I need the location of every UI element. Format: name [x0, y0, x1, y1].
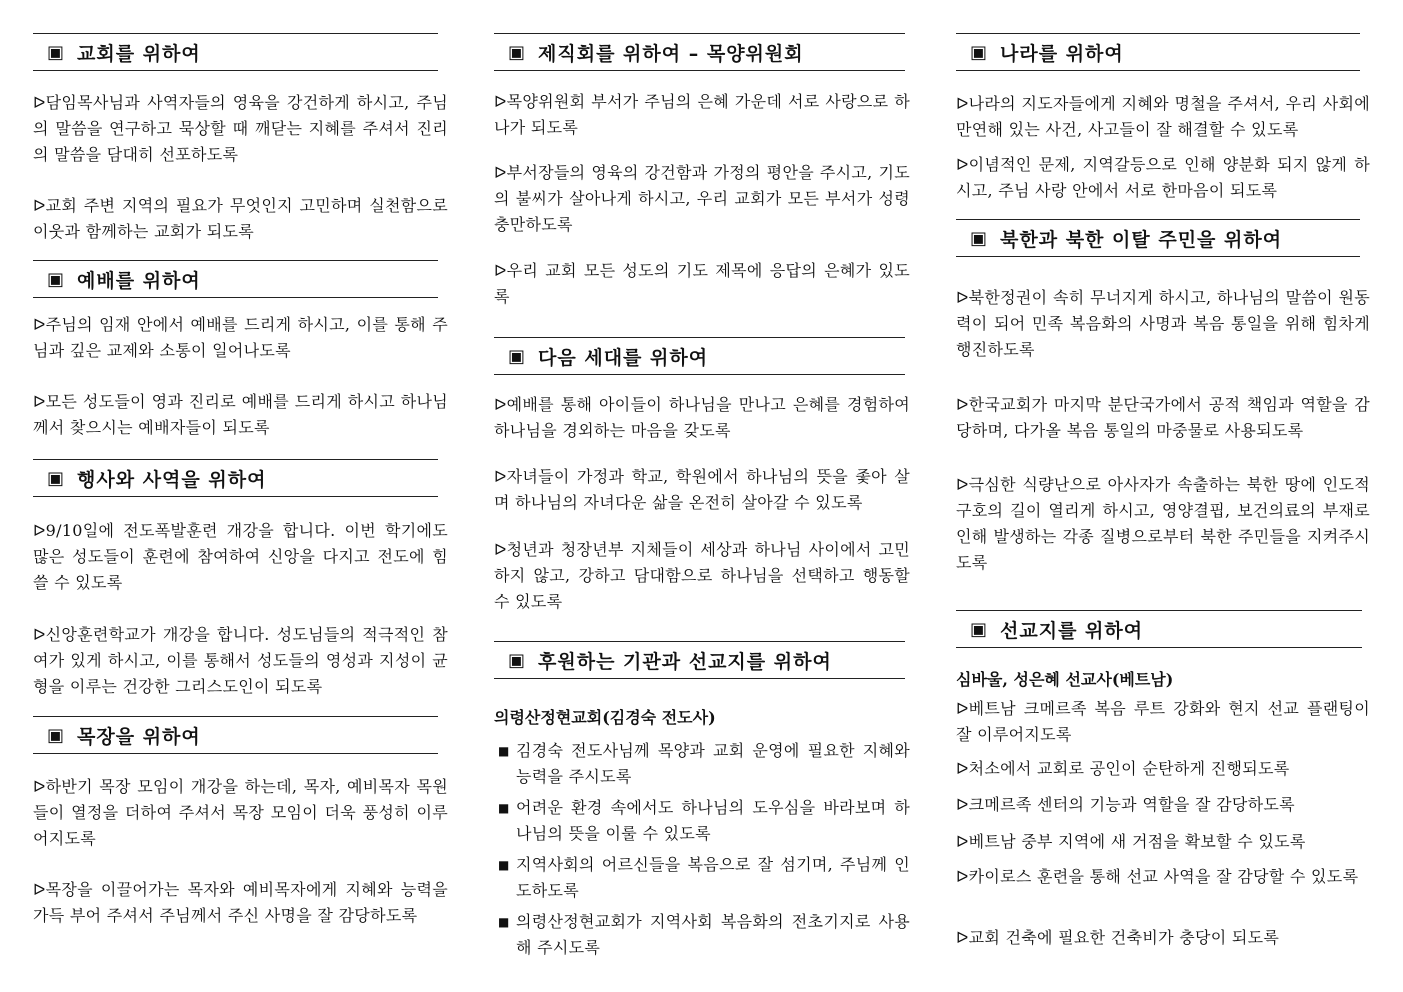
heading-text: 후원하는 기관과 선교지를 위하여: [538, 650, 832, 673]
section-elders: [494, 33, 905, 71]
prayer-item: ᐅ예배를 통해 아이들이 하나님을 만나고 은혜를 경험하여 하나님을 경외하는 마음을 갖도록: [494, 395, 910, 440]
list-item: [494, 909, 910, 961]
prayer-item: ᐅ담임목사님과 사역자들의 영육을 강건하게 하시고, 주님의 말씀을 연구하고 묵상할 때 깨닫는 지혜를 주셔서 진리의 말씀을 담대히 선포하도록: [33, 93, 448, 164]
heading-text: 북한과 북한 이탈 주민을 위하여: [1000, 228, 1283, 251]
section-north-korea: [956, 219, 1360, 257]
list-item-text: 김경숙 전도사님께 목양과 교회 운영에 필요한 지혜와 능력을 주시도록: [516, 741, 910, 786]
section-heading: [956, 33, 1360, 71]
heading-text: 나라를 위하여: [1000, 42, 1124, 65]
section-worship: [33, 260, 438, 298]
section-heading: [494, 337, 905, 375]
prayer-item: ᐅ북한정권이 속히 무너지게 하시고, 하나님의 말씀이 원동력이 되어 민족 복음화의 사명과 복음 통일을 위해 힘차게 행진하도록: [956, 288, 1370, 359]
prayer-item: ᐅ목양위원회 부서가 주님의 은혜 가운데 서로 사랑으로 하나가 되도록: [494, 92, 910, 137]
square-bullet-icon: ▣: [47, 467, 66, 489]
heading-text: 다음 세대를 위하여: [538, 346, 709, 369]
heading-text: 예배를 위하여: [77, 269, 201, 292]
prayer-item: ᐅ처소에서 교회로 공인이 순탄하게 진행되도록: [956, 759, 1290, 778]
prayer-item: ᐅ부서장들의 영육의 강건함과 가정의 평안을 주시고, 기도의 불씨가 살아나게 하시고, 우리 교회가 모든 부서가 성령 충만하도록: [494, 163, 910, 234]
heading-text: 교회를 위하여: [77, 42, 201, 65]
section-heading: [33, 459, 438, 497]
section-heading: [33, 33, 438, 71]
square-bullet-icon: ■: [498, 915, 510, 929]
prayer-item: ᐅ우리 교회 모든 성도의 기도 제목에 응답의 은혜가 있도록: [494, 261, 910, 306]
prayer-item: ᐅ주님의 임재 안에서 예배를 드리게 하시고, 이를 통해 주님과 깊은 교제와 소통이 일어나도록: [33, 315, 448, 360]
heading-text: 선교지를 위하여: [1000, 619, 1144, 642]
prayer-item: ᐅ교회 주변 지역의 필요가 무엇인지 고민하며 실천함으로 이웃과 함께하는 교회가 되도록: [33, 196, 448, 241]
church-name: 의령산정현교회(김경숙 전도사): [494, 708, 716, 727]
prayer-item: ᐅ신앙훈련학교가 개강을 합니다. 성도님들의 적극적인 참여가 있게 하시고, 이를 통해서 성도들의 영성과 지성이 균형을 이루는 건강한 그리스도인이 되도록: [33, 625, 448, 696]
list-item-text: 지역사회의 어르신들을 복음으로 잘 섬기며, 주님께 인도하도록: [516, 855, 910, 900]
heading-text: 행사와 사역을 위하여: [77, 468, 267, 491]
prayer-item: ᐅ크메르족 센터의 기능과 역할을 잘 감당하도록: [956, 795, 1295, 814]
square-bullet-icon: ■: [498, 744, 510, 758]
list-item: [494, 852, 910, 904]
square-bullet-icon: ▣: [970, 618, 989, 640]
section-heading: [494, 33, 905, 71]
section-cell: [33, 716, 438, 754]
prayer-item: ᐅ극심한 식량난으로 아사자가 속출하는 북한 땅에 인도적 구호의 길이 열리게 하시고, 영양결핍, 보건의료의 부재로 인해 발생하는 각종 질병으로부터 북한 주민들을 지켜주시도록: [956, 475, 1370, 572]
square-bullet-icon: ▣: [47, 41, 66, 63]
section-heading: [494, 641, 905, 679]
heading-text: 제직회를 위하여 – 목양위원회: [538, 42, 804, 65]
square-bullet-icon: ▣: [47, 724, 66, 746]
list-item: [494, 795, 910, 847]
square-bullet-icon: ▣: [508, 649, 527, 671]
prayer-item: ᐅ교회 건축에 필요한 건축비가 충당이 되도록: [956, 928, 1280, 947]
missionary-name: 심바울, 성은혜 선교사(베트남): [956, 670, 1174, 689]
section-nextgen: [494, 337, 905, 375]
prayer-item: ᐅ자녀들이 가정과 학교, 학원에서 하나님의 뜻을 좇아 살며 하나님의 자녀다운 삶을 온전히 살아갈 수 있도록: [494, 467, 910, 512]
prayer-item: ᐅ모든 성도들이 영과 진리로 예배를 드리게 하시고 하나님께서 찾으시는 예배자들이 되도록: [33, 392, 448, 437]
section-church: [33, 33, 438, 71]
list-item: [494, 738, 910, 790]
square-bullet-icon: ▣: [970, 227, 989, 249]
section-heading: [956, 219, 1360, 257]
prayer-item: ᐅ카이로스 훈련을 통해 선교 사역을 잘 감당할 수 있도록: [956, 867, 1359, 886]
square-bullet-icon: ■: [498, 858, 510, 872]
section-heading: [33, 260, 438, 298]
section-heading: [33, 716, 438, 754]
prayer-item: ᐅ청년과 청장년부 지체들이 세상과 하나님 사이에서 고민하지 않고, 강하고 담대함으로 하나님을 선택하고 행동할 수 있도록: [494, 540, 910, 611]
square-bullet-icon: ▣: [508, 41, 527, 63]
square-bullet-icon: ▣: [47, 268, 66, 290]
prayer-item: ᐅ한국교회가 마지막 분단국가에서 공적 책임과 역할을 감당하며, 다가올 복음 통일의 마중물로 사용되도록: [956, 395, 1370, 440]
section-events: [33, 459, 438, 497]
prayer-item: ᐅ9/10일에 전도폭발훈련 개강을 합니다. 이번 학기에도 많은 성도들이 훈련에 참여하여 신앙을 다지고 전도에 힘쓸 수 있도록: [33, 521, 448, 592]
section-mission: [956, 610, 1362, 648]
heading-text: 목장을 위하여: [77, 725, 201, 748]
list-item-text: 어려운 환경 속에서도 하나님의 도우심을 바라보며 하나님의 뜻을 이룰 수 있도록: [516, 798, 910, 843]
square-bullet-icon: ▣: [970, 41, 989, 63]
prayer-item: ᐅ하반기 목장 모임이 개강을 하는데, 목자, 예비목자 목원들이 열정을 더하여 주셔서 목장 모임이 더욱 풍성히 이루어지도록: [33, 777, 448, 848]
section-nation: [956, 33, 1360, 71]
prayer-item: ᐅ이념적인 문제, 지역갈등으로 인해 양분화 되지 않게 하시고, 주님 사랑 안에서 서로 한마음이 되도록: [956, 155, 1370, 200]
section-support: [494, 641, 905, 679]
section-heading: [956, 610, 1362, 648]
square-bullet-icon: ■: [498, 801, 510, 815]
list-item-text: 의령산정현교회가 지역사회 복음화의 전초기지로 사용해 주시도록: [516, 912, 910, 957]
prayer-item: ᐅ베트남 크메르족 복음 루트 강화와 현지 선교 플랜팅이 잘 이루어지도록: [956, 699, 1370, 744]
prayer-item: ᐅ베트남 중부 지역에 새 거점을 확보할 수 있도록: [956, 832, 1306, 851]
prayer-item: ᐅ목장을 이끌어가는 목자와 예비목자에게 지혜와 능력을 가득 부어 주셔서 주님께서 주신 사명을 잘 감당하도록: [33, 880, 448, 925]
square-bullet-icon: ▣: [508, 345, 527, 367]
prayer-item: ᐅ나라의 지도자들에게 지혜와 명철을 주셔서, 우리 사회에 만연해 있는 사건, 사고들이 잘 해결할 수 있도록: [956, 94, 1370, 139]
